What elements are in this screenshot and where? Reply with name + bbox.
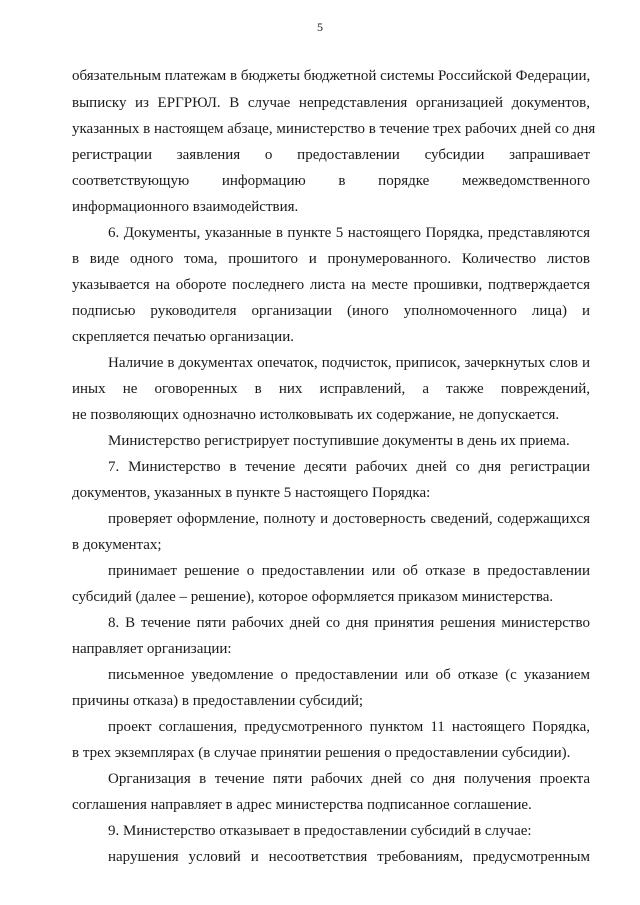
- text-line: причины отказа) в предоставлении субсидий;: [72, 693, 364, 709]
- text-line: обязательным платежам в бюджеты бюджетной системы Российской Федерации,: [72, 68, 591, 84]
- text-line: 8. В течение пяти рабочих дней со дня принятия решения министерство: [108, 615, 590, 631]
- text-line: регистрации заявления о предоставлении субсидии запрашивает: [72, 147, 590, 163]
- text-line: 7. Министерство в течение десяти рабочих дней со дня регистрации: [108, 459, 590, 475]
- text-line: письменное уведомление о предоставлении или об отказе (с указанием: [108, 667, 590, 683]
- text-line: подписью руководителя организации (иного уполномоченного лица) и: [72, 303, 590, 319]
- text-line: проект соглашения, предусмотренного пунктом 11 настоящего Порядка,: [108, 719, 590, 735]
- text-line: иных не оговоренных в них исправлений, а также повреждений,: [72, 381, 590, 397]
- text-line: направляет организации:: [72, 641, 232, 657]
- text-line: нарушения условий и несоответствия требованиям, предусмотренным: [108, 849, 590, 865]
- text-line: скрепляется печатью организации.: [72, 329, 294, 345]
- text-line: информационного взаимодействия.: [72, 199, 299, 215]
- text-line: соответствующую информацию в порядке межведомственного: [72, 173, 590, 189]
- page-number: 5: [317, 20, 323, 34]
- text-line: принимает решение о предоставлении или об отказе в предоставлении: [108, 563, 590, 579]
- text-line: Организация в течение пяти рабочих дней со дня получения проекта: [108, 771, 590, 787]
- text-line: выписку из ЕРГРЮЛ. В случае непредставления организацией документов,: [72, 95, 590, 111]
- text-line: Наличие в документах опечаток, подчисток, приписок, зачеркнутых слов и: [108, 355, 590, 371]
- text-line: 6. Документы, указанные в пункте 5 настоящего Порядка, представляются: [108, 225, 590, 241]
- text-line: указывается на обороте последнего листа на месте прошивки, подтверждается: [72, 277, 590, 293]
- text-line: в документах;: [72, 537, 162, 553]
- text-line: в виде одного тома, прошитого и пронумерованного. Количество листов: [72, 251, 590, 267]
- text-line: субсидий (далее – решение), которое оформляется приказом министерства.: [72, 589, 554, 605]
- text-line: в трех экземплярах (в случае принятии решения о предоставлении субсидии).: [72, 745, 571, 761]
- text-line: Министерство регистрирует поступившие документы в день их приема.: [108, 433, 570, 449]
- text-line: указанных в настоящем абзаце, министерство в течение трех рабочих дней со дня: [72, 121, 596, 137]
- text-line: проверяет оформление, полноту и достоверность сведений, содержащихся: [108, 511, 590, 527]
- text-line: не позволяющих однозначно истолковывать их содержание, не допускается.: [72, 407, 560, 423]
- text-line: документов, указанных в пункте 5 настоящего Порядка:: [72, 485, 431, 501]
- text-line: 9. Министерство отказывает в предоставлении субсидий в случае:: [108, 823, 532, 839]
- text-line: соглашения направляет в адрес министерства подписанное соглашение.: [72, 797, 532, 813]
